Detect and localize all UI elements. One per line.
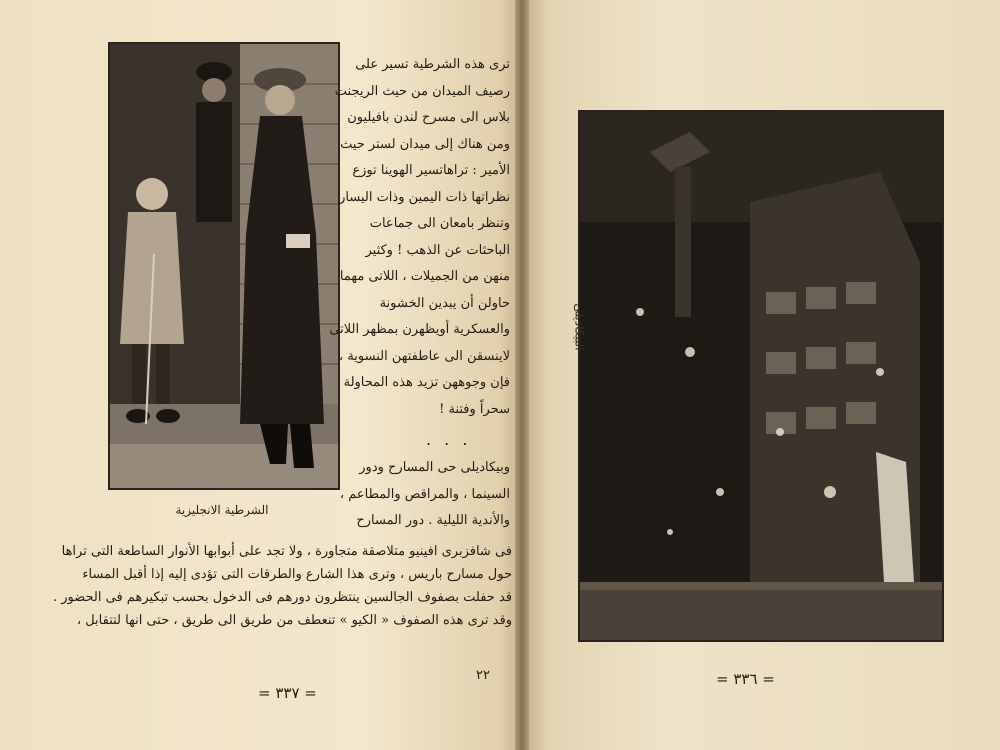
side-label: البيكاديلى bbox=[572, 303, 587, 351]
column-line: وبيكاديلى حى المسارح ودور bbox=[359, 460, 510, 475]
section-break: . . . bbox=[426, 430, 472, 449]
column-line: الأمير : تراهاتسير الهوينا توزع bbox=[352, 163, 510, 178]
column-line: والأندية الليلية . دور المسارح bbox=[356, 513, 510, 528]
column-line: رصيف الميدان من حيث الريجنت bbox=[334, 83, 510, 99]
column-line: بلاس الى مسرح لندن بافيليون bbox=[347, 110, 510, 125]
column-line: حاولن أن يبدين الخشونة bbox=[379, 295, 510, 311]
column-line: منهن من الجميلات ، اللاتى مهما bbox=[339, 269, 510, 284]
right-page bbox=[520, 0, 1000, 750]
body-line: حول مسارح باريس ، وترى هذا الشارع والطرقات التى تؤدى إليه إذا أقبل المساء bbox=[82, 567, 512, 582]
policewoman-photo bbox=[108, 42, 340, 490]
body-line: فى شافزبرى افينيو متلاصقة متجاورة ، ولا تجد على أبوابها الأنوار الساطعة التى تراها bbox=[61, 544, 512, 559]
column-line: والعسكرية أويظهرن بمظهر اللاتى bbox=[329, 322, 510, 337]
piccadilly-photo-image bbox=[580, 112, 942, 640]
column-line: نظراتها ذات اليمين وذات اليسار bbox=[339, 189, 510, 205]
column-line: السينما ، والمراقص والمطاعم ، bbox=[339, 486, 510, 502]
column-line: لاينسقن الى عاطفتهن النسوية ، bbox=[338, 348, 510, 364]
piccadilly-photo bbox=[578, 110, 944, 642]
book-gutter bbox=[515, 0, 529, 750]
column-line: ومن هناك إلى ميدان لستر حيث bbox=[340, 136, 510, 152]
photo-caption: الشرطية الانجليزية bbox=[175, 503, 269, 517]
column-line: سحراً وفتنة ! bbox=[439, 401, 510, 417]
policewoman-photo-image bbox=[110, 44, 338, 488]
text-column bbox=[329, 52, 510, 423]
column-line: وتنظر بامعان الى جماعات bbox=[369, 216, 510, 231]
page-number-right: = ٣٣٦ = bbox=[716, 670, 775, 688]
page-marker: ٢٢ bbox=[476, 668, 490, 683]
column-line: الباحثات عن الذهب ! وكثير bbox=[365, 242, 510, 258]
body-line: وقد ترى هذه الصفوف « الكيو » تنعطف من طريق الى طريق ، حتى انها لتتقابل ، bbox=[76, 613, 512, 628]
column-line: فإن وجوههن تزيد هذه المحاولة bbox=[343, 375, 510, 390]
text-column-continued bbox=[339, 455, 510, 535]
column-line: ترى هذه الشرطية تسير على bbox=[355, 57, 510, 72]
page-number-left: = ٣٣٧ = bbox=[258, 684, 317, 702]
full-width-text bbox=[53, 540, 512, 632]
body-line: قد حفلت بصفوف الجالسين ينتظرون دورهم فى الدخول بحسب تبكيرهم فى الحضور . bbox=[53, 590, 512, 605]
